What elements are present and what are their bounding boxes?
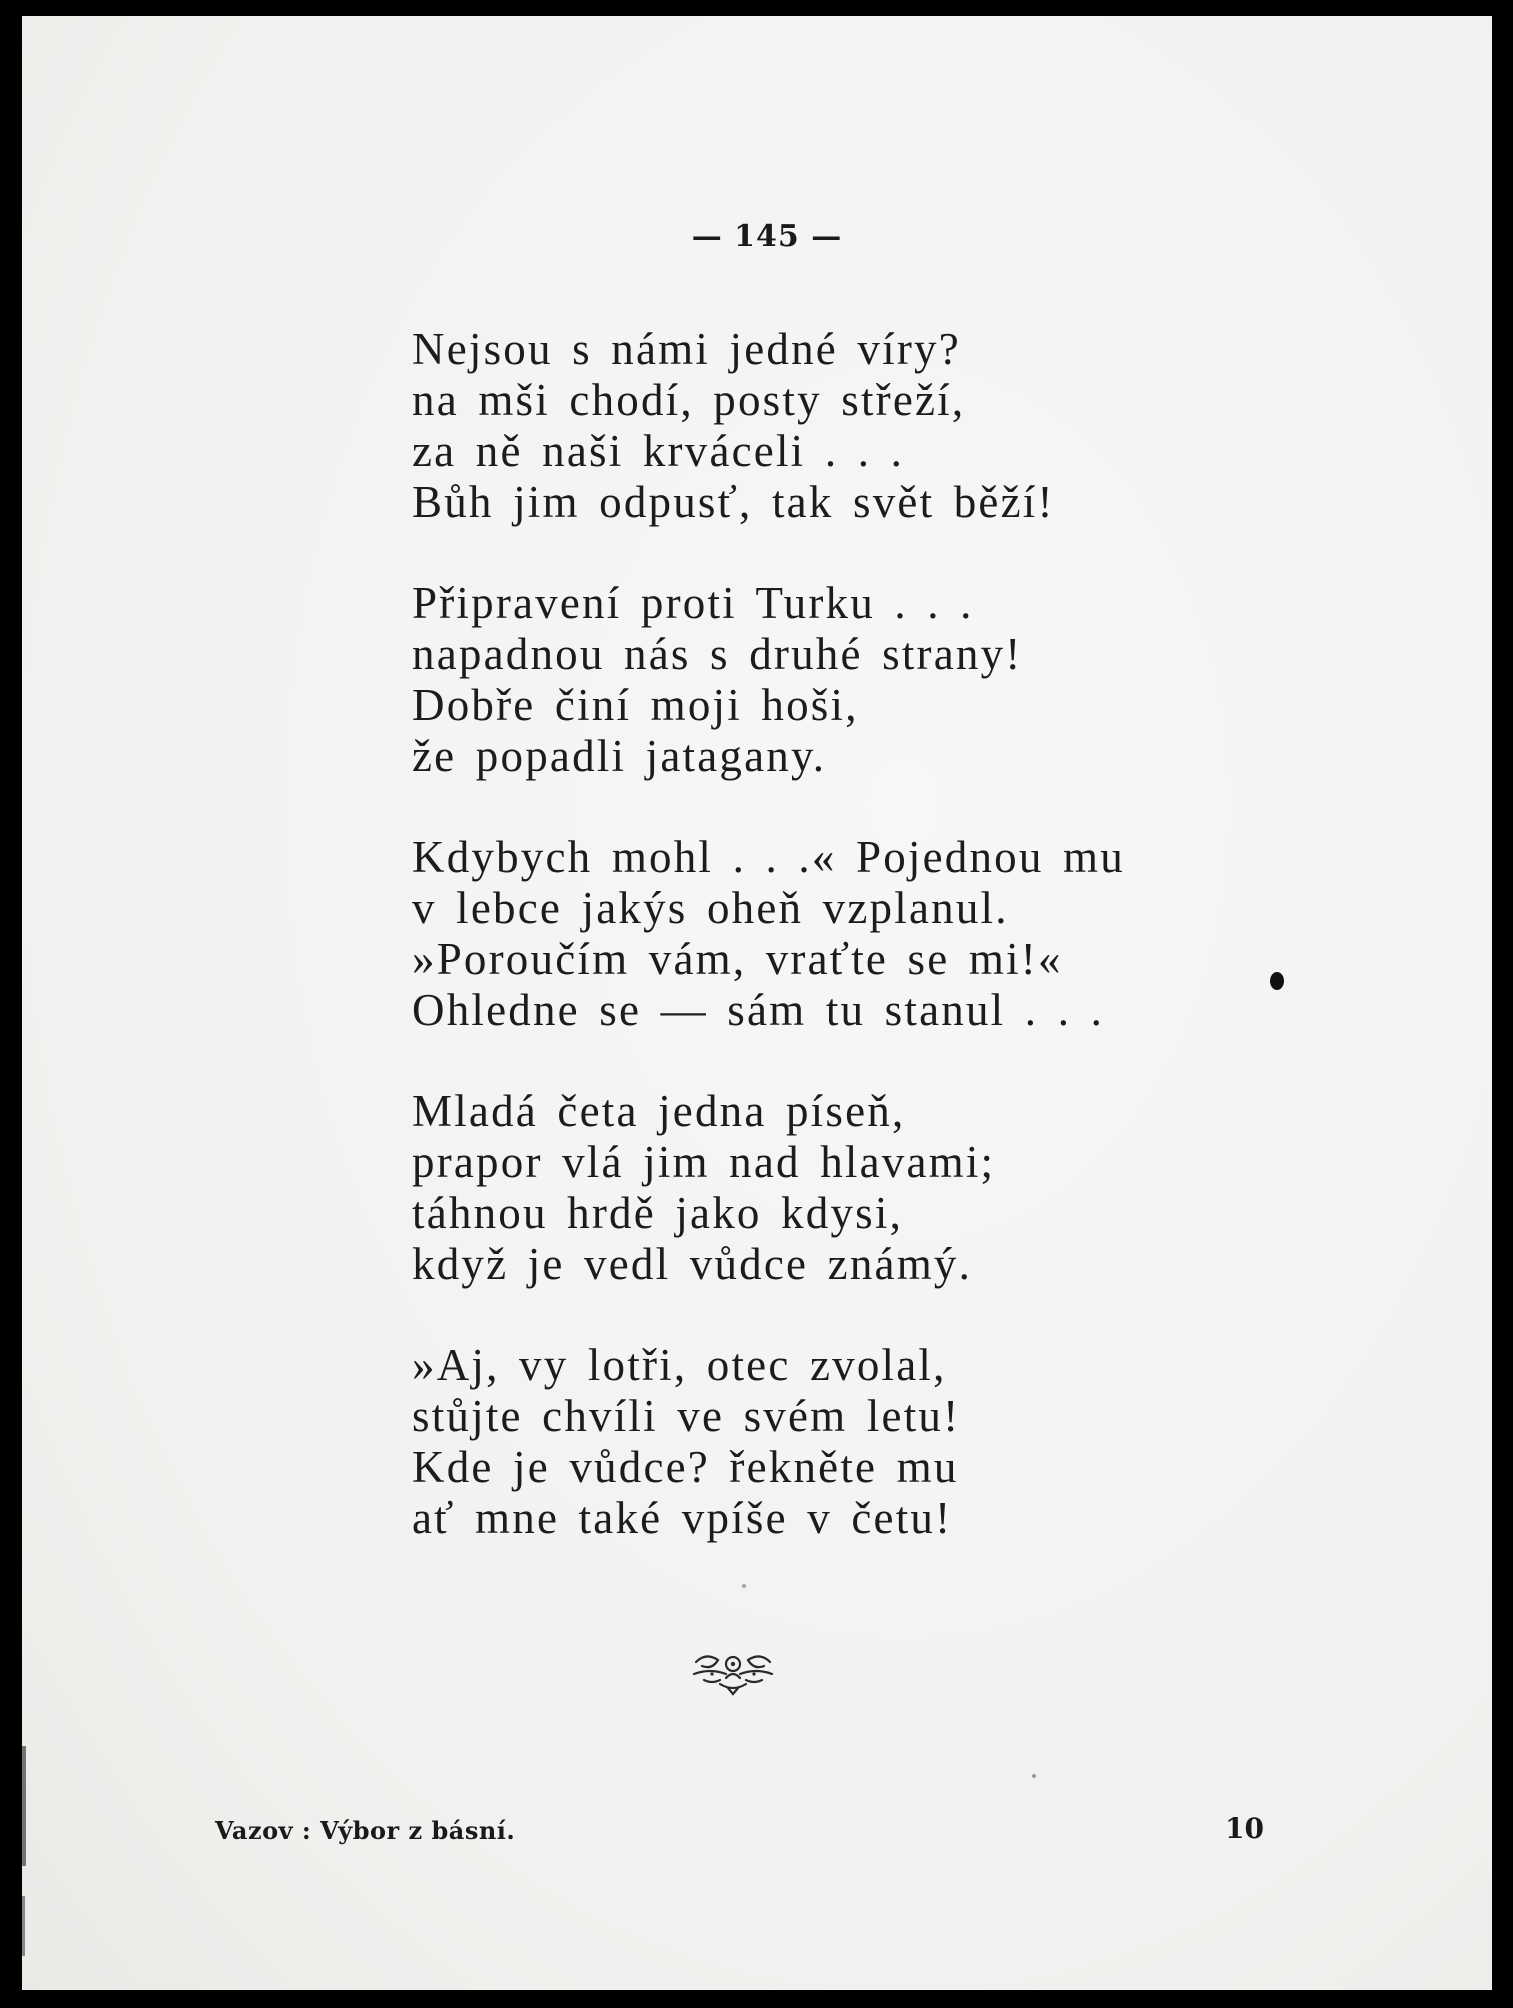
binding-edge-mark [22, 1746, 26, 1866]
ink-speck [742, 1584, 746, 1588]
verse-line: když je vedl vůdce známý. [412, 1239, 973, 1289]
stanza [412, 832, 1125, 1036]
book-page [22, 16, 1492, 1990]
verse-line: za ně naši krváceli . . . [412, 426, 905, 476]
verse-line: Kdybych mohl . . .« Pojednou mu [412, 832, 1125, 882]
poem-body [412, 324, 1125, 1594]
verse-line: napadnou nás s druhé strany! [412, 629, 1023, 679]
floral-vignette-icon [690, 1648, 776, 1696]
verse-line: na mši chodí, posty střeží, [412, 375, 966, 425]
sheet-number: 10 [1225, 1812, 1264, 1845]
verse-line: »Aj, vy lotři, otec zvolal, [412, 1340, 947, 1390]
ink-speck [1270, 972, 1284, 990]
verse-line: Dobře činí moji hoši, [412, 680, 859, 730]
verse-line: prapor vlá jim nad hlavami; [412, 1137, 996, 1187]
verse-line: v lebce jakýs oheň vzplanul. [412, 883, 1009, 933]
printer-signature: Vazov : Výbor z básní. [215, 1816, 516, 1845]
verse-line: Kde je vůdce? řekněte mu [412, 1442, 959, 1492]
verse-line: že popadli jatagany. [412, 731, 827, 781]
stanza [412, 1086, 1125, 1290]
verse-line: Bůh jim odpusť, tak svět běží! [412, 477, 1055, 527]
verse-line: Ohledne se — sám tu stanul . . . [412, 985, 1105, 1035]
ink-speck [1032, 1774, 1036, 1778]
binding-edge-mark [22, 1896, 25, 1956]
verse-line: ať mne také vpíše v četu! [412, 1493, 953, 1543]
stanza [412, 578, 1125, 782]
stanza [412, 1340, 1125, 1544]
stanza [412, 324, 1125, 528]
verse-line: Připravení proti Turku . . . [412, 578, 974, 628]
verse-line: táhnou hrdě jako kdysi, [412, 1188, 904, 1238]
page-number: — 145 — [691, 219, 843, 254]
verse-line: Mladá četa jedna píseň, [412, 1086, 906, 1136]
verse-line: Nejsou s námi jedné víry? [412, 324, 961, 374]
verse-line: stůjte chvíli ve svém letu! [412, 1391, 961, 1441]
verse-line: »Poroučím vám, vraťte se mi!« [412, 934, 1063, 984]
